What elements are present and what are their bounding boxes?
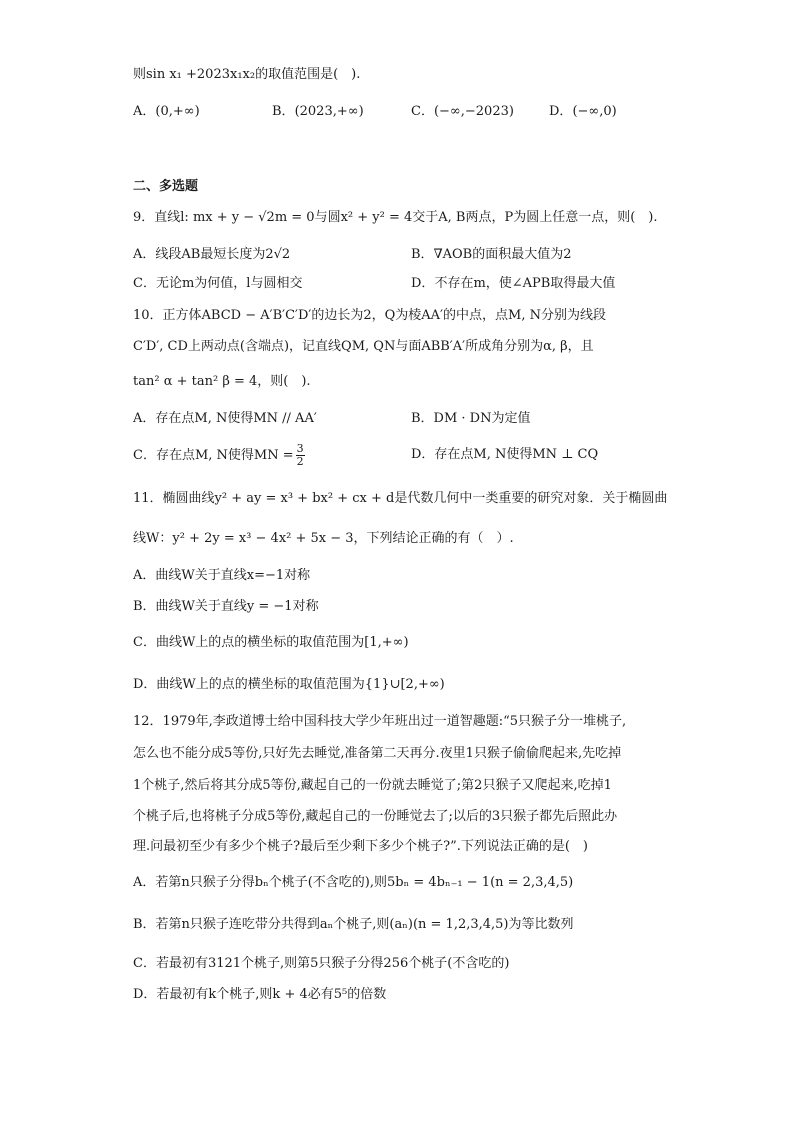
q10-stem-line3: tan² α + tan² β = 4，则( ). <box>133 374 311 389</box>
q10-stem-line2: C′D′, CD上两动点(含端点)，记直线QM, QN与面ABB′A′所成角分别为α, β，且 <box>133 339 594 354</box>
q10-option-a: A．存在点M, N使得MN // AA′ <box>133 411 317 426</box>
q11-option-a: A．曲线W关于直线x=−1对称 <box>133 568 311 583</box>
q12-option-d: D．若最初有k个桃子,则k + 4必有5⁵的倍数 <box>133 987 387 1002</box>
q12-stem-line3: 1个桃子,然后将其分成5等份,藏起自己的一份就去睡觉了;第2只猴子又爬起来,吃掉1 <box>133 778 612 793</box>
q10-option-c-fraction: $\frac{3}{2}$ <box>296 442 304 468</box>
q8-option-c: C．(−∞,−2023) <box>411 104 514 119</box>
q9-option-b: B．∇AOB的面积最大值为2 <box>411 247 572 262</box>
section-title: 二、多选题 <box>133 179 199 194</box>
q11-option-c: C．曲线W上的点的横坐标的取值范围为[1,+∞) <box>133 635 409 650</box>
q12-option-a: A．若第n只猴子分得bₙ个桃子(不含吃的),则5bₙ = 4bₙ₋₁ − 1(n = 2,3,4,5) <box>133 875 574 890</box>
q8-option-d: D．(−∞,0) <box>549 104 617 119</box>
q12-stem-line4: 个桃子后,也将桃子分成5等份,藏起自己的一份睡觉去了;以后的3只猴子都先后照此办 <box>133 809 618 824</box>
q8-option-a: A．(0,+∞) <box>133 104 200 119</box>
q10-option-c-text: C．存在点M, N使得MN = <box>133 448 294 463</box>
q12-stem-line2: 怎么也不能分成5等份,只好先去睡觉,准备第二天再分.夜里1只猴子偷偷爬起来,先吃掉 <box>133 746 622 761</box>
q9-option-c: C．无论m为何值，l与圆相交 <box>133 276 303 291</box>
q10-option-b: B．DM · DN为定值 <box>411 411 531 426</box>
q10-option-c <box>133 443 307 468</box>
q12-option-b: B．若第n只猴子连吃带分共得到aₙ个桃子,则(aₙ)(n = 1,2,3,4,5)为等比数列 <box>133 917 574 932</box>
q9-option-a: A．线段AB最短长度为2√2 <box>133 247 291 262</box>
q11-option-d: D．曲线W上的点的横坐标的取值范围为{1}∪[2,+∞) <box>133 677 445 692</box>
q12-stem-line5: 理.问最初至少有多少个桃子?最后至少剩下多少个桃子?”.下列说法正确的是( ) <box>133 839 588 854</box>
q8-stem: 则sin x₁ +2023x₁x₂的取值范围是( ). <box>133 67 361 82</box>
q10-option-d: D．存在点M, N使得MN ⊥ CQ <box>411 447 599 462</box>
q12-stem-line1: 12．1979年,李政道博士给中国科技大学少年班出过一道智趣题:“5只猴子分一堆桃子, <box>133 714 627 729</box>
q11-option-b: B．曲线W关于直线y = −1对称 <box>133 599 319 614</box>
q11-stem-line1: 11．椭圆曲线y² + ay = x³ + bx² + cx + d是代数几何中一类重要的研究对象．关于椭圆曲 <box>133 491 668 506</box>
q9-stem: 9．直线l: mx + y − √2m = 0与圆x² + y² = 4交于A, B两点，P为圆上任意一点，则( ). <box>133 210 658 225</box>
q8-option-b: B．(2023,+∞) <box>272 104 364 119</box>
q9-option-d: D．不存在m，使∠APB取得最大值 <box>411 276 616 291</box>
q12-option-c: C．若最初有3121个桃子,则第5只猴子分得256个桃子(不含吃的) <box>133 956 510 971</box>
q10-stem-line1: 10．正方体ABCD − A′B′C′D′的边长为2，Q为棱AA′的中点，点M, N分别为线段 <box>133 308 606 323</box>
q11-stem-line2: 线W：y² + 2y = x³ − 4x² + 5x − 3，下列结论正确的有（ ）. <box>133 531 514 546</box>
